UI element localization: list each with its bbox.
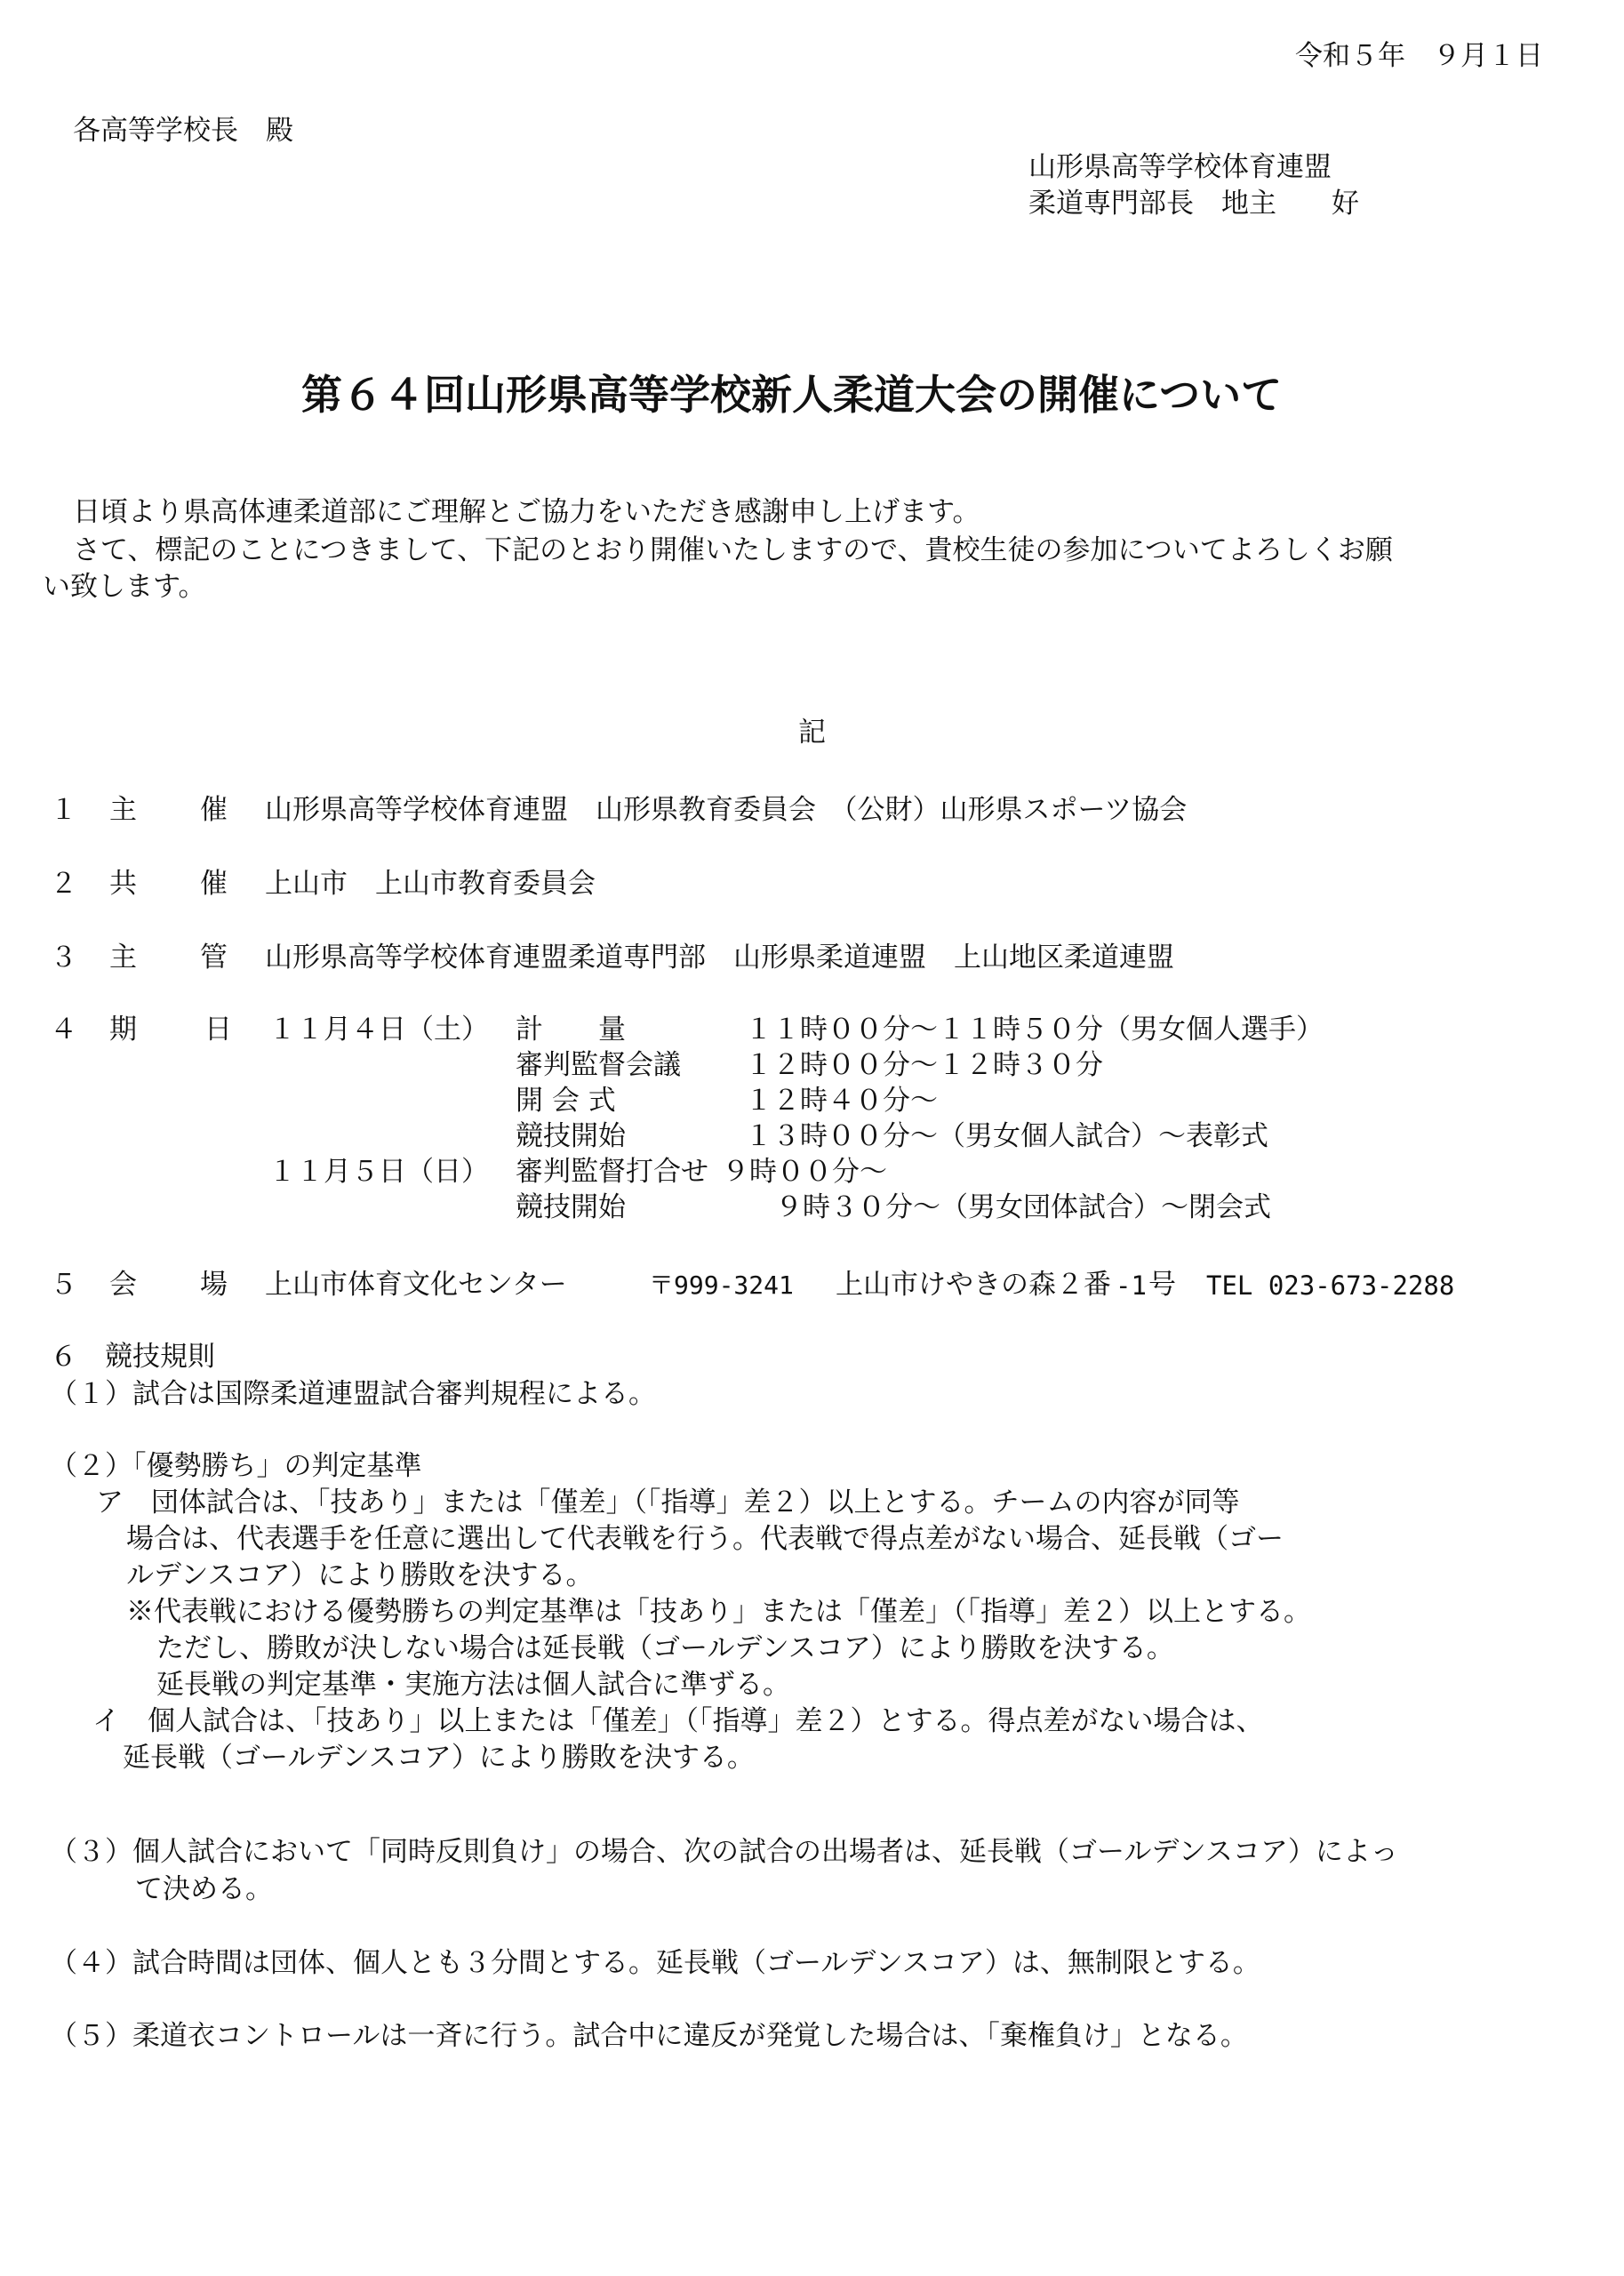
intro-line-1: 日頃より県高体連柔道部にご理解とご協力をいただき感謝申し上げます。 <box>73 496 980 528</box>
item-3-label-b: 管 <box>200 942 228 974</box>
schedule-day-2: １１月５日（日） <box>268 1156 489 1188</box>
rule-2a-line-1: ア 団体試合は、「技あり」または「僅差」（「指導」差２）以上とする。チームの内容が同等 <box>96 1487 1240 1519</box>
rule-2i-line-2: 延長戦（ゴールデンスコア）により勝敗を決する。 <box>123 1742 755 1774</box>
item-5-label-a: 会 <box>109 1269 137 1301</box>
schedule-time: １２時００分～１２時３０分 <box>745 1049 1103 1081</box>
schedule-name: 審判監督会議 <box>516 1049 681 1081</box>
item-1-organizers: 山形県高等学校体育連盟 山形県教育委員会 （公財）山形県スポーツ協会 <box>265 794 1188 826</box>
venue-name: 上山市体育文化センター <box>265 1269 567 1301</box>
item-2-label-a: 共 <box>109 868 137 900</box>
venue-telephone: TEL 023-673-2288 <box>1206 1270 1455 1301</box>
schedule-time: １１時００分～１１時５０分（男女個人選手） <box>745 1014 1324 1046</box>
schedule-time: １２時４０分～ <box>745 1085 938 1117</box>
venue-address: 上山市けやきの森２番 <box>836 1269 1111 1301</box>
venue-address-number: -1 <box>1116 1270 1147 1301</box>
schedule-time: １３時００分～（男女個人試合）～表彰式 <box>745 1120 1268 1152</box>
rule-2i-line-1: イ 個人試合は、「技あり」以上または「僅差」（「指導」差２）とする。得点差がない場合は、 <box>92 1705 1264 1737</box>
rule-2-heading: （２）「優勢勝ち」の判定基準 <box>50 1450 422 1482</box>
document-date: 令和５年 ９月１日 <box>1295 40 1543 72</box>
item-3-label-a: 主 <box>109 942 137 974</box>
schedule-name: 計 量 <box>516 1014 626 1046</box>
schedule-time: ９時３０分～（男女団体試合）～閉会式 <box>775 1191 1271 1223</box>
rule-1: （１）試合は国際柔道連盟試合審判規程による。 <box>50 1378 656 1410</box>
schedule-day-1: １１月４日（土） <box>268 1014 489 1046</box>
rule-2-note-line-2: ただし、勝敗が決しない場合は延長戦（ゴールデンスコア）により勝敗を決する。 <box>156 1632 1174 1664</box>
schedule-name: 競技開始 <box>516 1191 626 1223</box>
item-1-label-a: 主 <box>109 794 137 826</box>
item-2-label-b: 催 <box>200 868 228 900</box>
intro-line-3: い致します。 <box>43 571 206 603</box>
rule-2a-line-2: 場合は、代表選手を任意に選出して代表戦を行う。代表戦で得点差がない場合、延長戦（ゴー <box>126 1523 1284 1555</box>
schedule-name: 開 会 式 <box>516 1085 616 1117</box>
intro-line-2: さて、標記のことにつきまして、下記のとおり開催いたしますので、貴校生徒の参加についてよろしくお願 <box>73 534 1393 566</box>
rule-2a-line-3: ルデンスコア）により勝敗を決する。 <box>126 1559 594 1591</box>
venue-address-suffix: 号 <box>1148 1269 1176 1301</box>
rule-2-note-line-3: 延長戦の判定基準・実施方法は個人試合に準ずる。 <box>156 1669 790 1701</box>
schedule-name: 競技開始 <box>516 1120 626 1152</box>
rule-3-line-1: （３）個人試合において「同時反則負け」の場合、次の試合の出場者は、延長戦（ゴールデンスコア）によっ <box>50 1836 1398 1868</box>
item-5-label-b: 場 <box>200 1269 228 1301</box>
schedule-time: ９時００分～ <box>722 1156 887 1188</box>
rule-5: （５）柔道衣コントロールは一斉に行う。試合中に違反が発覚した場合は、「棄権負け」となる。 <box>50 2020 1248 2052</box>
schedule-name: 審判監督打合せ <box>516 1156 708 1188</box>
addressee: 各高等学校長 殿 <box>73 115 293 147</box>
item-6-label: 競技規則 <box>105 1341 215 1373</box>
rule-4: （４）試合時間は団体、個人とも３分間とする。延長戦（ゴールデンスコア）は、無制限とする。 <box>50 1947 1260 1979</box>
rule-3-line-2: て決める。 <box>135 1873 273 1905</box>
item-3-managers: 山形県高等学校体育連盟柔道専門部 山形県柔道連盟 上山地区柔道連盟 <box>265 942 1174 974</box>
item-4-label-b: 日 <box>204 1014 232 1046</box>
item-1-label-b: 催 <box>200 794 228 826</box>
document-title: 第６４回山形県高等学校新人柔道大会の開催について <box>301 371 1283 419</box>
item-1-number: １ <box>50 794 77 826</box>
sender-name: 柔道専門部長 地主 好 <box>1028 188 1359 220</box>
item-5-number: ５ <box>50 1269 77 1301</box>
sender-organization: 山形県高等学校体育連盟 <box>1028 151 1332 183</box>
item-2-number: ２ <box>50 868 77 900</box>
item-4-label-a: 期 <box>109 1014 137 1046</box>
venue-postal-code: 〒999-3241 <box>649 1270 794 1300</box>
item-4-number: ４ <box>50 1014 77 1046</box>
item-6-number: ６ <box>50 1341 77 1373</box>
rule-2-note-line-1: ※代表戦における優勢勝ちの判定基準は「技あり」または「僅差」（「指導」差２）以上とする。 <box>126 1596 1311 1628</box>
item-2-cosponsors: 上山市 上山市教育委員会 <box>265 868 596 900</box>
item-3-number: ３ <box>50 942 77 974</box>
ki-heading: 記 <box>798 717 826 749</box>
